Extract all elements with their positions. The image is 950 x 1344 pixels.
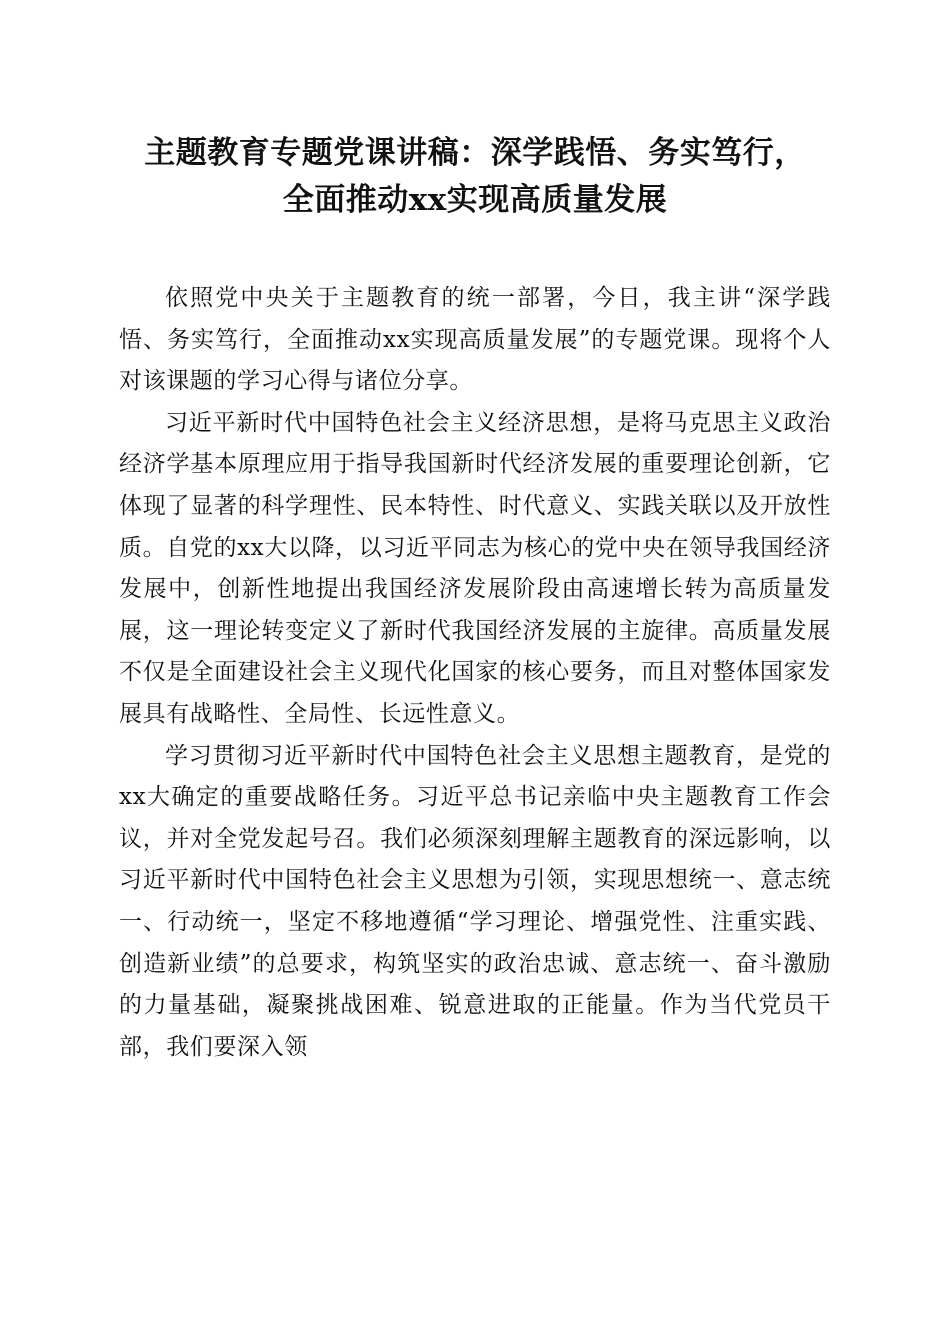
- document-body: [119, 278, 831, 1068]
- document-title: [100, 130, 850, 224]
- paragraph-2: 习近平新时代中国特色社会主义经济思想，是将马克思主义政治经济学基本原理应用于指导我国新时代经济发展的重要理论创新，它体现了显著的科学理性、民本特性、时代意义、实践关联以及开放性质。自党的xx大以降，以习近平同志为核心的党中央在领导我国经济发展中，创新性地提出我国经济发展阶段由高速增长转为高质量发展，这一理论转变定义了新时代我国经济发展的主旋律。高质量发展不仅是全面建设社会主义现代化国家的核心要务，而且对整体国家发展具有战略性、全局性、长远性意义。: [119, 409, 831, 727]
- paragraph-1: 依照党中央关于主题教育的统一部署，今日，我主讲“深学践悟、务实笃行，全面推动xx实现高质量发展”的专题党课。现将个人对该课题的学习心得与诸位分享。: [119, 285, 831, 395]
- title-line-2: 全面推动xx实现高质量发展: [282, 182, 668, 218]
- title-line-1: 主题教育专题党课讲稿：深学践悟、务实笃行，: [144, 135, 806, 171]
- paragraph-3: 学习贯彻习近平新时代中国特色社会主义思想主题教育，是党的xx大确定的重要战略任务。习近平总书记亲临中央主题教育工作会议，并对全党发起号召。我们必须深刻理解主题教育的深远影响，以习近平新时代中国特色社会主义思想为引领，实现思想统一、意志统一、行动统一，坚定不移地遵循“学习理论、增强党性、注重实践、创造新业绩”的总要求，构筑坚实的政治忠诚、意志统一、奋斗激励的力量基础，凝聚挑战困难、锐意进取的正能量。作为当代党员干部，我们要深入领: [119, 742, 831, 1060]
